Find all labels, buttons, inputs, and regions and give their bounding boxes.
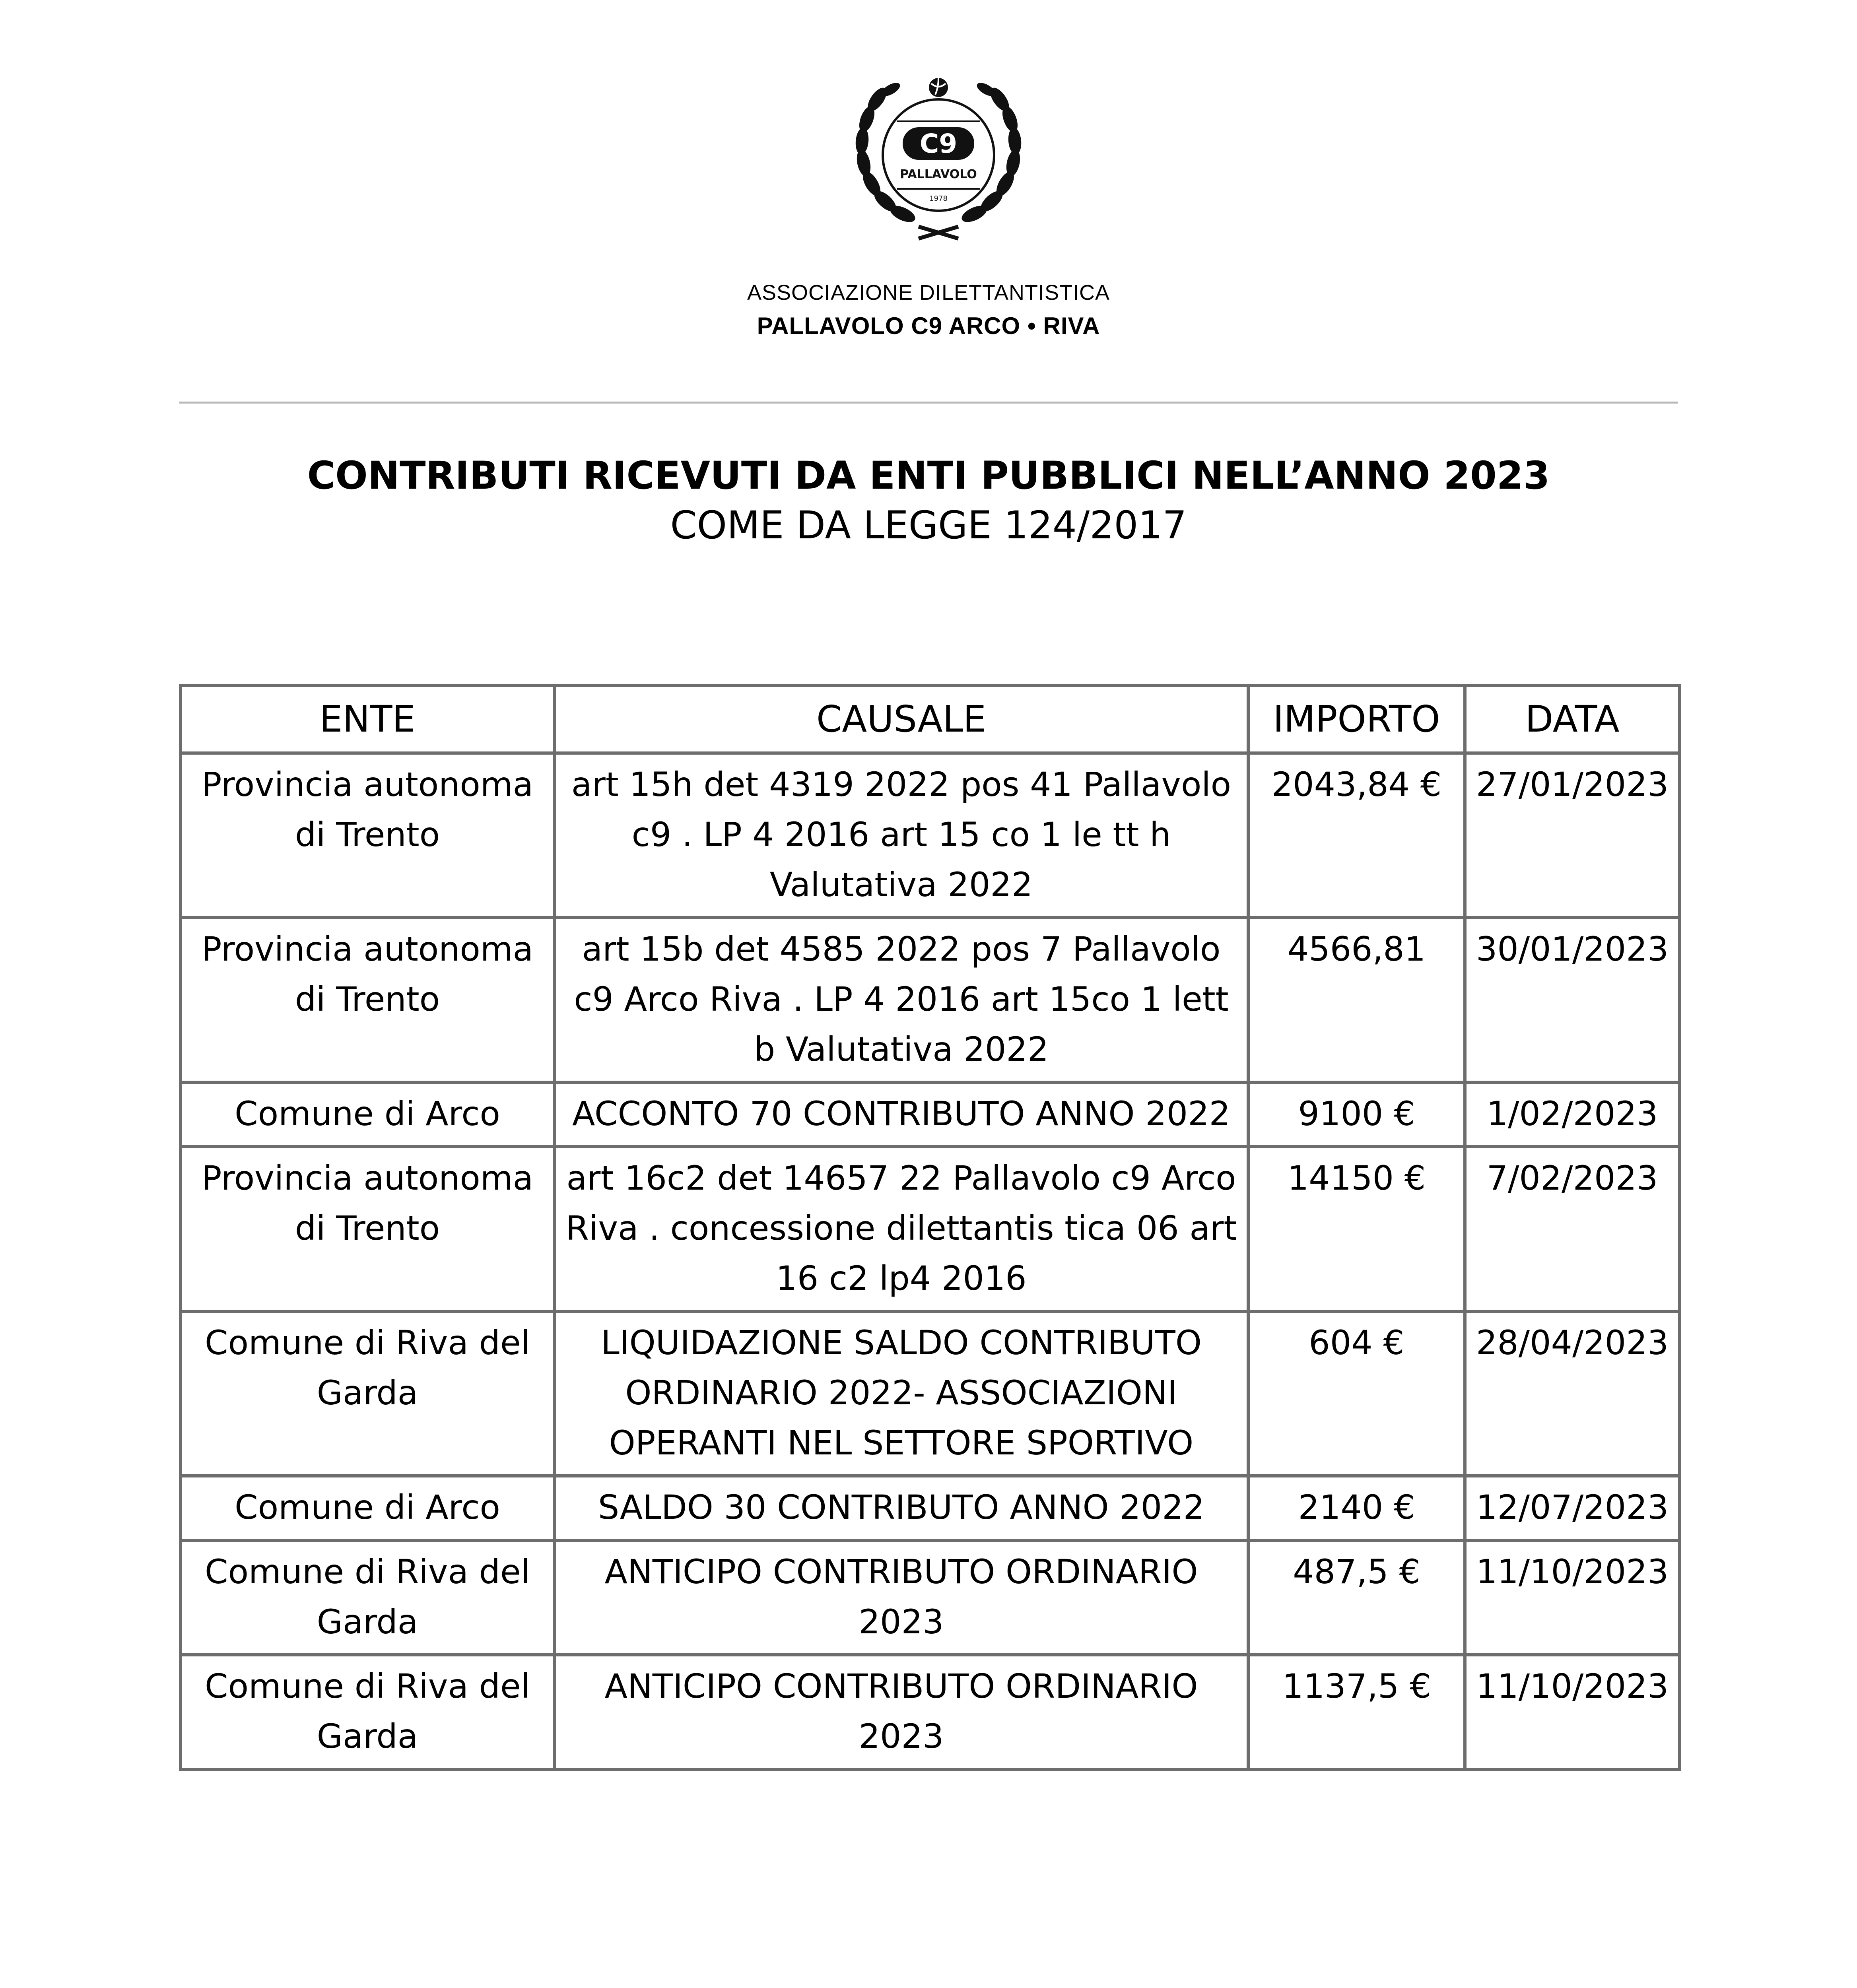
cell-causale: art 15h det 4319 2022 pos 41 Pallavolo c9 . LP 4 2016 art 15 co 1 le tt h Valutativa 2022 bbox=[554, 753, 1248, 918]
logo-badge: C9 bbox=[919, 128, 958, 159]
cell-causale: ACCONTO 70 CONTRIBUTO ANNO 2022 bbox=[554, 1082, 1248, 1147]
cell-ente: Comune di Riva del Garda bbox=[181, 1311, 554, 1476]
cell-data: 11/10/2023 bbox=[1465, 1540, 1680, 1655]
header-causale: CAUSALE bbox=[554, 685, 1248, 753]
header-data: DATA bbox=[1465, 685, 1680, 753]
cell-ente: Comune di Riva del Garda bbox=[181, 1540, 554, 1655]
table-row bbox=[181, 1147, 1680, 1311]
table-row bbox=[181, 753, 1680, 918]
cell-importo: 2140 € bbox=[1248, 1476, 1465, 1540]
cell-importo: 487,5 € bbox=[1248, 1540, 1465, 1655]
header-ente: ENTE bbox=[181, 685, 554, 753]
cell-data: 28/04/2023 bbox=[1465, 1311, 1680, 1476]
table-row bbox=[181, 918, 1680, 1082]
cell-data: 7/02/2023 bbox=[1465, 1147, 1680, 1311]
table-row bbox=[181, 1540, 1680, 1655]
cell-data: 11/10/2023 bbox=[1465, 1655, 1680, 1769]
cell-causale: ANTICIPO CONTRIBUTO ORDINARIO 2023 bbox=[554, 1540, 1248, 1655]
club-logo bbox=[843, 52, 1034, 243]
cell-ente: Comune di Arco bbox=[181, 1082, 554, 1147]
cell-causale: art 16c2 det 14657 22 Pallavolo c9 Arco Riva . concessione dilettantis tica 06 art 16 c2 lp4 2016 bbox=[554, 1147, 1248, 1311]
org-name: PALLAVOLO C9 ARCO • RIVA bbox=[757, 313, 1100, 339]
table-row bbox=[181, 1476, 1680, 1540]
document-title: CONTRIBUTI RICEVUTI DA ENTI PUBBLICI NELL’ANNO 2023 bbox=[307, 453, 1550, 498]
cell-importo: 4566,81 bbox=[1248, 918, 1465, 1082]
cell-ente: Provincia autonoma di Trento bbox=[181, 918, 554, 1082]
document-subtitle: COME DA LEGGE 124/2017 bbox=[670, 503, 1187, 547]
cell-data: 27/01/2023 bbox=[1465, 753, 1680, 918]
cell-data: 30/01/2023 bbox=[1465, 918, 1680, 1082]
logo-name: PALLAVOLO bbox=[900, 167, 977, 181]
contributions-table bbox=[179, 684, 1681, 1771]
cell-data: 12/07/2023 bbox=[1465, 1476, 1680, 1540]
cell-importo: 604 € bbox=[1248, 1311, 1465, 1476]
logo-year: 1978 bbox=[929, 194, 948, 203]
table-row bbox=[181, 1082, 1680, 1147]
cell-ente: Comune di Arco bbox=[181, 1476, 554, 1540]
table-row bbox=[181, 1655, 1680, 1769]
cell-ente: Comune di Riva del Garda bbox=[181, 1655, 554, 1769]
cell-importo: 9100 € bbox=[1248, 1082, 1465, 1147]
cell-ente: Provincia autonoma di Trento bbox=[181, 753, 554, 918]
cell-data: 1/02/2023 bbox=[1465, 1082, 1680, 1147]
cell-importo: 2043,84 € bbox=[1248, 753, 1465, 918]
table-row bbox=[181, 1311, 1680, 1476]
cell-causale: LIQUIDAZIONE SALDO CONTRIBUTO ORDINARIO 2022- ASSOCIAZIONI OPERANTI NEL SETTORE SPORTIVO bbox=[554, 1311, 1248, 1476]
cell-causale: SALDO 30 CONTRIBUTO ANNO 2022 bbox=[554, 1476, 1248, 1540]
cell-ente: Provincia autonoma di Trento bbox=[181, 1147, 554, 1311]
org-subtitle: ASSOCIAZIONE DILETTANTISTICA bbox=[747, 281, 1110, 305]
table-header-row bbox=[181, 685, 1680, 753]
cell-causale: ANTICIPO CONTRIBUTO ORDINARIO 2023 bbox=[554, 1655, 1248, 1769]
header-importo: IMPORTO bbox=[1248, 685, 1465, 753]
header-divider bbox=[179, 402, 1678, 404]
cell-importo: 1137,5 € bbox=[1248, 1655, 1465, 1769]
cell-importo: 14150 € bbox=[1248, 1147, 1465, 1311]
cell-causale: art 15b det 4585 2022 pos 7 Pallavolo c9 Arco Riva . LP 4 2016 art 15co 1 lett b Valutativa 2022 bbox=[554, 918, 1248, 1082]
